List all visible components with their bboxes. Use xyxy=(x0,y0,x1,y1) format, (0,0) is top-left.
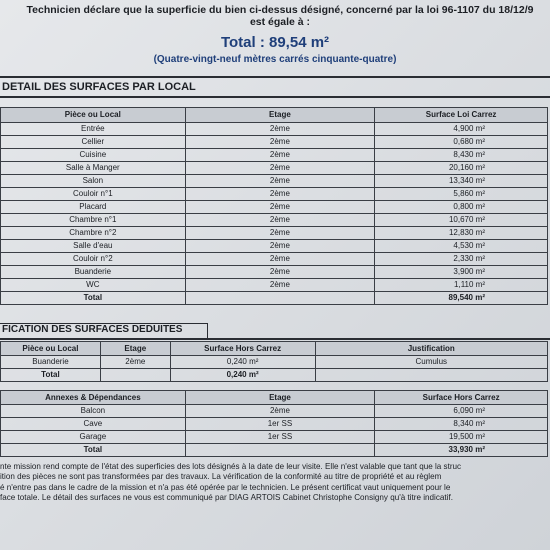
cell-etage: 2ème xyxy=(185,136,375,149)
cell-etage: 2ème xyxy=(185,188,375,201)
table-row xyxy=(1,253,548,266)
table-row xyxy=(1,405,548,418)
column-header: Pièce ou Local xyxy=(1,108,186,123)
cell-local: Balcon xyxy=(1,405,186,418)
deduites-table xyxy=(0,341,548,382)
cell-surface: 4,530 m² xyxy=(375,240,548,253)
cell-local: Buanderie xyxy=(1,356,101,369)
cell-local: Chambre n°1 xyxy=(1,214,186,227)
total-label: Total xyxy=(1,292,186,305)
total-label: Total xyxy=(1,369,101,382)
table-row xyxy=(1,162,548,175)
cell-surface: 1,110 m² xyxy=(375,279,548,292)
table-row xyxy=(1,356,548,369)
total-value: 89,540 m² xyxy=(375,292,548,305)
column-header: Surface Hors Carrez xyxy=(170,342,315,356)
footer-line: é n'entre pas dans le cadre de la mission et n'a pas été opérée par le technicien. Le présent certificat vaut uniquement pour le xyxy=(0,482,451,492)
column-header: Surface Loi Carrez xyxy=(375,108,548,123)
table-row xyxy=(1,266,548,279)
cell-local: Salle d'eau xyxy=(1,240,186,253)
table-header-row xyxy=(1,342,548,356)
cell-surface: 12,830 m² xyxy=(375,227,548,240)
empty-cell xyxy=(100,369,170,382)
footer-notice xyxy=(0,462,550,504)
intro-line-1: Technicien déclare que la superficie du bien ci-dessus désigné, concerné par la loi 96-1107 du 18/12/9 xyxy=(26,4,534,16)
table-row xyxy=(1,123,548,136)
deduites-section-title: FICATION DES SURFACES DEDUITES xyxy=(2,324,183,335)
cell-etage: 2ème xyxy=(185,266,375,279)
total-value: 33,930 m² xyxy=(375,444,548,457)
cell-etage: 2ème xyxy=(100,356,170,369)
footer-line: face totale. Le détail des surfaces ne vous est communiqué par DIAG ARTOIS Cabinet Christophe Consigny qu'à titre indicatif. xyxy=(0,493,453,503)
divider xyxy=(0,338,550,340)
cell-local: Chambre n°2 xyxy=(1,227,186,240)
intro-line-2: est égale à : xyxy=(249,16,311,28)
cell-justification: Cumulus xyxy=(315,356,547,369)
column-header: Etage xyxy=(185,108,375,123)
table-row xyxy=(1,214,548,227)
divider xyxy=(0,76,550,78)
cell-local: Placard xyxy=(1,201,186,214)
cell-local: Cellier xyxy=(1,136,186,149)
column-header: Pièce ou Local xyxy=(1,342,101,356)
column-header: Etage xyxy=(185,391,374,405)
table-row xyxy=(1,240,548,253)
cell-etage: 2ème xyxy=(185,175,375,188)
column-header: Surface Hors Carrez xyxy=(375,391,548,405)
cell-etage: 2ème xyxy=(185,162,375,175)
table-row xyxy=(1,431,548,444)
cell-etage: 2ème xyxy=(185,123,375,136)
detail-table xyxy=(0,107,548,305)
cell-surface: 0,680 m² xyxy=(375,136,548,149)
cell-etage: 2ème xyxy=(185,240,375,253)
cell-etage: 2ème xyxy=(185,253,375,266)
total-surface: Total : 89,54 m² xyxy=(220,34,330,51)
table-row xyxy=(1,136,548,149)
cell-surface: 0,240 m² xyxy=(170,356,315,369)
table-row xyxy=(1,188,548,201)
table-total-row xyxy=(1,444,548,457)
cell-etage: 2ème xyxy=(185,214,375,227)
annexes-table xyxy=(0,390,548,457)
table-header-row xyxy=(1,391,548,405)
cell-surface: 19,500 m² xyxy=(375,431,548,444)
empty-cell xyxy=(185,444,374,457)
table-row xyxy=(1,201,548,214)
cell-local: Couloir n°1 xyxy=(1,188,186,201)
cell-surface: 6,090 m² xyxy=(375,405,548,418)
table-total-row xyxy=(1,292,548,305)
cell-surface: 4,900 m² xyxy=(375,123,548,136)
empty-cell xyxy=(185,292,375,305)
cell-etage: 1er SS xyxy=(185,431,374,444)
cell-local: Entrée xyxy=(1,123,186,136)
table-total-row xyxy=(1,369,548,382)
cell-etage: 2ème xyxy=(185,227,375,240)
cell-local: Couloir n°2 xyxy=(1,253,186,266)
cell-surface: 13,340 m² xyxy=(375,175,548,188)
table-row xyxy=(1,175,548,188)
cell-surface: 8,430 m² xyxy=(375,149,548,162)
cell-etage: 2ème xyxy=(185,149,375,162)
cell-surface: 8,340 m² xyxy=(375,418,548,431)
table-header-row xyxy=(1,108,548,123)
cell-etage: 2ème xyxy=(185,405,374,418)
cell-surface: 3,900 m² xyxy=(375,266,548,279)
cell-etage: 2ème xyxy=(185,279,375,292)
cell-surface: 0,800 m² xyxy=(375,201,548,214)
cell-local: Buanderie xyxy=(1,266,186,279)
empty-cell xyxy=(315,369,547,382)
column-header: Etage xyxy=(100,342,170,356)
cell-local: Cave xyxy=(1,418,186,431)
table-row xyxy=(1,227,548,240)
cell-local: Salon xyxy=(1,175,186,188)
total-value: 0,240 m² xyxy=(170,369,315,382)
cell-surface: 20,160 m² xyxy=(375,162,548,175)
cell-local: Salle à Manger xyxy=(1,162,186,175)
footer-line: ition des pièces ne sont pas transformées par des travaux. La vérification de la conformité au titre de propriété et au règlem xyxy=(0,472,442,482)
intro-text xyxy=(0,4,550,28)
cell-local: Garage xyxy=(1,431,186,444)
footer-line: nte mission rend compte de l'état des superficies des lots désignés à la date de leur visite. Elle n'est valable que tant que la struc xyxy=(0,462,462,471)
table-row xyxy=(1,418,548,431)
cell-etage: 2ème xyxy=(185,201,375,214)
cell-surface: 5,860 m² xyxy=(375,188,548,201)
divider xyxy=(0,96,550,98)
total-surface-words: (Quatre-vingt-neuf mètres carrés cinquante-quatre) xyxy=(153,54,397,65)
table-row xyxy=(1,149,548,162)
cell-local: Cuisine xyxy=(1,149,186,162)
total-label: Total xyxy=(1,444,186,457)
column-header: Annexes & Dépendances xyxy=(1,391,186,405)
cell-etage: 1er SS xyxy=(185,418,374,431)
cell-local: WC xyxy=(1,279,186,292)
detail-section-title: DETAIL DES SURFACES PAR LOCAL xyxy=(2,81,196,93)
cell-surface: 10,670 m² xyxy=(375,214,548,227)
column-header: Justification xyxy=(315,342,547,356)
cell-surface: 2,330 m² xyxy=(375,253,548,266)
table-row xyxy=(1,279,548,292)
